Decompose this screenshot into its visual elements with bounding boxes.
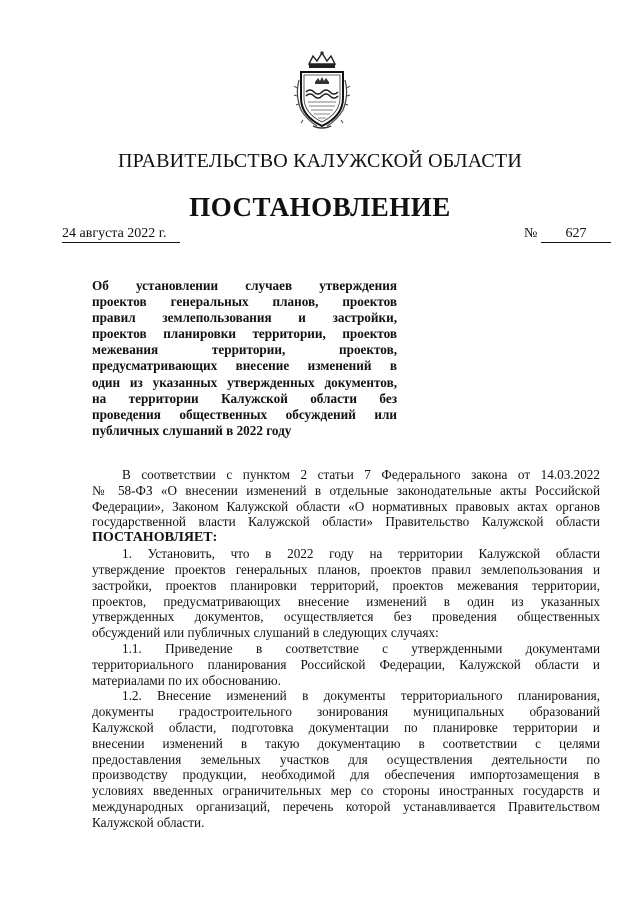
subject-line: межевания территории, проектов, [92,342,397,358]
text-line: № 58-ФЗ «О внесении изменений в отдельные законодательные акты Российской [92,482,600,498]
text-line: Калужской области, подготовка документации по планировке территории и [92,719,600,735]
item-1-1-paragraph [92,641,600,688]
subject-line: правил землепользования и застройки, [92,310,397,326]
text-line: В соответствии с пунктом 2 статьи 7 Федерального закона от 14.03.2022 [122,467,600,482]
document-number: 627 [541,226,611,243]
document-body [92,467,600,831]
subject-line: Об установлении случаев утверждения [92,278,397,293]
text-line: производству продукции, необходимой для обеспечения импортозамещения в [92,767,600,783]
text-line: 1. Установить, что в 2022 году на территории Калужской области [122,546,600,562]
document-type: ПОСТАНОВЛЕНИЕ [189,192,451,222]
text-line: территориального планирования Российской Федерации, Калужской области и [92,656,600,672]
text-line: материалами по их обоснованию. [92,672,281,688]
text-line: государственной власти Калужской области» Правительство Калужской области [92,514,600,530]
text-line: 1.2. Внесение изменений в документы территориального планирования, [122,688,600,704]
text-line: документы градостроительного зонирования муниципальных образований [92,704,600,720]
number-label: № [524,226,538,241]
text-line: Федерации», Законом Калужской области «О нормативных правовых актах органов [92,498,600,514]
text-line: утверждение проектов генеральных планов, проектов правил землепользования и [92,561,600,577]
text-line: внесении изменений в такую документацию в соответствии с целями [92,735,600,751]
subject-line: один из указанных утвержденных документов, [92,374,397,390]
coat-of-arms-icon [293,50,351,130]
text-line: Калужской области. [92,814,205,830]
item-1-paragraph [92,546,600,641]
document-date: 24 августа 2022 г. [62,226,180,243]
text-line: утвержденных документов, осуществляется без проведения общественных [92,609,600,625]
subject-line: на территории Калужской области без [92,390,397,406]
subject-line: предусматривающих внесение изменений в [92,358,397,374]
text-line: обсуждений или публичных слушаний в следующих случаях: [92,625,439,641]
subject-line: публичных слушаний в 2022 году [92,422,292,438]
decree-word: ПОСТАНОВЛЯЕТ: [92,530,218,546]
text-line: предоставления земельных участков для осуществления деятельности по [92,751,600,767]
subject-line: проектов планировки территории, проектов [92,326,397,342]
preamble-paragraph [92,467,600,530]
document-subject [92,278,397,439]
subject-line: проведения общественных обсуждений или [92,406,397,422]
text-line: проектов, предусматривающих внесение изменений в один из указанных [92,593,600,609]
item-1-2-paragraph [92,688,600,830]
subject-line: проектов генеральных планов, проектов [92,294,397,310]
text-line: международных организаций, перечень которой устанавливается Правительством [92,798,600,814]
text-line: застройки, проектов планировки территорий, проектов межевания территории, [92,577,600,593]
government-title: ПРАВИТЕЛЬСТВО КАЛУЖСКОЙ ОБЛАСТИ [118,150,522,172]
text-line: условиях введенных ограничительных мер со стороны иностранных государств и [92,783,600,799]
text-line: 1.1. Приведение в соответствие с утвержденными документами [122,640,600,656]
